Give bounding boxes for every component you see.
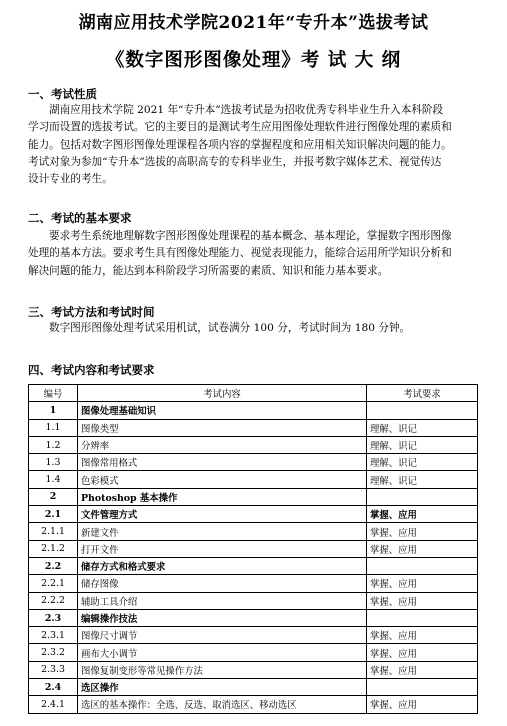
row-requirement: 掌握、应用 xyxy=(367,661,478,678)
row-requirement: 理解、识记 xyxy=(367,436,478,453)
row-content: 储存图像 xyxy=(78,575,367,592)
row-requirement: 掌握、应用 xyxy=(367,540,478,557)
table-row xyxy=(29,592,478,609)
section-body-3 xyxy=(28,320,478,337)
text-line: 能力。包括对数字图形图像处理课程各项内容的掌握程度和应用相关知识解决问题的能力。 xyxy=(28,138,452,151)
row-content: Photoshop 基本操作 xyxy=(78,488,367,505)
row-number: 2.3 xyxy=(29,609,78,626)
row-number: 1 xyxy=(29,402,78,419)
text-line: 数字图形图像处理考试采用机试，试卷满分 100 分，考试时间为 180 分钟。 xyxy=(49,322,411,334)
text-line: 要求考生系统地理解数字图形图像处理课程的基本概念、基本理论，掌握数字图形图像 xyxy=(49,230,452,242)
table-row xyxy=(29,627,478,644)
row-number: 2.4.1 xyxy=(29,696,78,713)
header-requirement: 考试要求 xyxy=(367,385,478,402)
table-row xyxy=(29,506,478,523)
text-line: 解决问题的能力，能达到本科阶段学习所需要的素质、知识和能力基本要求。 xyxy=(28,264,389,277)
row-requirement: 掌握、应用 xyxy=(367,627,478,644)
row-requirement xyxy=(367,557,478,574)
section-heading-1: 一、考试性质 xyxy=(28,87,97,101)
row-requirement xyxy=(367,609,478,626)
row-content: 打开文件 xyxy=(78,540,367,557)
header-number: 编号 xyxy=(29,385,78,402)
text-line: 湖南应用技术学院 2021 年“专升本”选拔考试是为招收优秀专科毕业生升入本科阶段 xyxy=(49,104,444,116)
table-row xyxy=(29,644,478,661)
table-row xyxy=(29,419,478,436)
row-requirement: 掌握、应用 xyxy=(367,523,478,540)
document-subtitle: 《数字图形图像处理》考 试 大 纲 xyxy=(105,50,402,71)
row-number: 2.2 xyxy=(29,557,78,574)
row-number: 2.1.1 xyxy=(29,523,78,540)
row-number: 2.1 xyxy=(29,506,78,523)
row-content: 储存方式和格式要求 xyxy=(78,557,367,574)
table-row xyxy=(29,696,478,713)
row-content: 图像常用格式 xyxy=(78,454,367,471)
row-content: 编辑操作技法 xyxy=(78,609,367,626)
row-number: 1.3 xyxy=(29,454,78,471)
text-line: 学习而设置的选拔考试。它的主要目的是测试考生应用图像处理软件进行图像处理的素质和 xyxy=(28,121,452,134)
section-body-1 xyxy=(28,102,478,188)
table-row xyxy=(29,679,478,696)
table-row xyxy=(29,488,478,505)
row-requirement: 掌握、应用 xyxy=(367,644,478,661)
row-content: 图像复制变形等常见操作方法 xyxy=(78,661,367,678)
table-row xyxy=(29,557,478,574)
row-content: 分辨率 xyxy=(78,436,367,453)
document-title: 湖南应用技术学院2021年“专升本”选拔考试 xyxy=(78,13,429,33)
text-line: 处理的基本方法。要求考生具有图像处理能力、视觉表现能力，能综合运用所学知识分析和 xyxy=(28,247,452,260)
row-number: 2.3.1 xyxy=(29,627,78,644)
section-heading-4: 四、考试内容和考试要求 xyxy=(28,363,155,377)
table-row xyxy=(29,661,478,678)
row-number: 2.3.2 xyxy=(29,644,78,661)
section-heading-2: 二、考试的基本要求 xyxy=(28,211,132,225)
row-content: 新建文件 xyxy=(78,523,367,540)
row-requirement: 理解、识记 xyxy=(367,419,478,436)
row-number: 2.3.3 xyxy=(29,661,78,678)
text-line: 设计专业的考生。 xyxy=(28,173,113,186)
text-line: 考试对象为参加“专升本”选拔的高职高专的专科毕业生，并报考数字媒体艺术、视觉传达 xyxy=(28,155,442,168)
header-content: 考试内容 xyxy=(78,385,367,402)
row-content: 图像处理基础知识 xyxy=(78,402,367,419)
row-content: 色彩模式 xyxy=(78,471,367,488)
row-number: 2.2.2 xyxy=(29,592,78,609)
exam-content-table xyxy=(28,384,478,714)
table-row xyxy=(29,454,478,471)
row-number: 1.4 xyxy=(29,471,78,488)
row-content: 辅助工具介绍 xyxy=(78,592,367,609)
row-requirement: 理解、识记 xyxy=(367,471,478,488)
row-content: 图像类型 xyxy=(78,419,367,436)
row-content: 选区操作 xyxy=(78,679,367,696)
row-content: 画布大小调节 xyxy=(78,644,367,661)
row-requirement xyxy=(367,679,478,696)
table-header-row xyxy=(29,385,478,402)
section-heading-3: 三、考试方法和考试时间 xyxy=(28,305,155,319)
table-row xyxy=(29,523,478,540)
row-number: 2.2.1 xyxy=(29,575,78,592)
row-number: 2.1.2 xyxy=(29,540,78,557)
row-content: 文件管理方式 xyxy=(78,506,367,523)
row-requirement: 掌握、应用 xyxy=(367,506,478,523)
row-requirement xyxy=(367,488,478,505)
table-row xyxy=(29,540,478,557)
table-row xyxy=(29,471,478,488)
row-number: 1.1 xyxy=(29,419,78,436)
section-body-2 xyxy=(28,228,478,280)
row-requirement: 掌握、应用 xyxy=(367,592,478,609)
table-row xyxy=(29,575,478,592)
table-row xyxy=(29,436,478,453)
row-number: 2 xyxy=(29,488,78,505)
row-requirement: 掌握、应用 xyxy=(367,575,478,592)
table-row xyxy=(29,609,478,626)
table-row xyxy=(29,402,478,419)
row-content: 图像尺寸调节 xyxy=(78,627,367,644)
row-content: 选区的基本操作：全选、反选、取消选区、移动选区 xyxy=(78,696,367,713)
row-requirement xyxy=(367,402,478,419)
row-number: 2.4 xyxy=(29,679,78,696)
row-requirement: 掌握、应用 xyxy=(367,696,478,713)
row-requirement: 理解、识记 xyxy=(367,454,478,471)
row-number: 1.2 xyxy=(29,436,78,453)
